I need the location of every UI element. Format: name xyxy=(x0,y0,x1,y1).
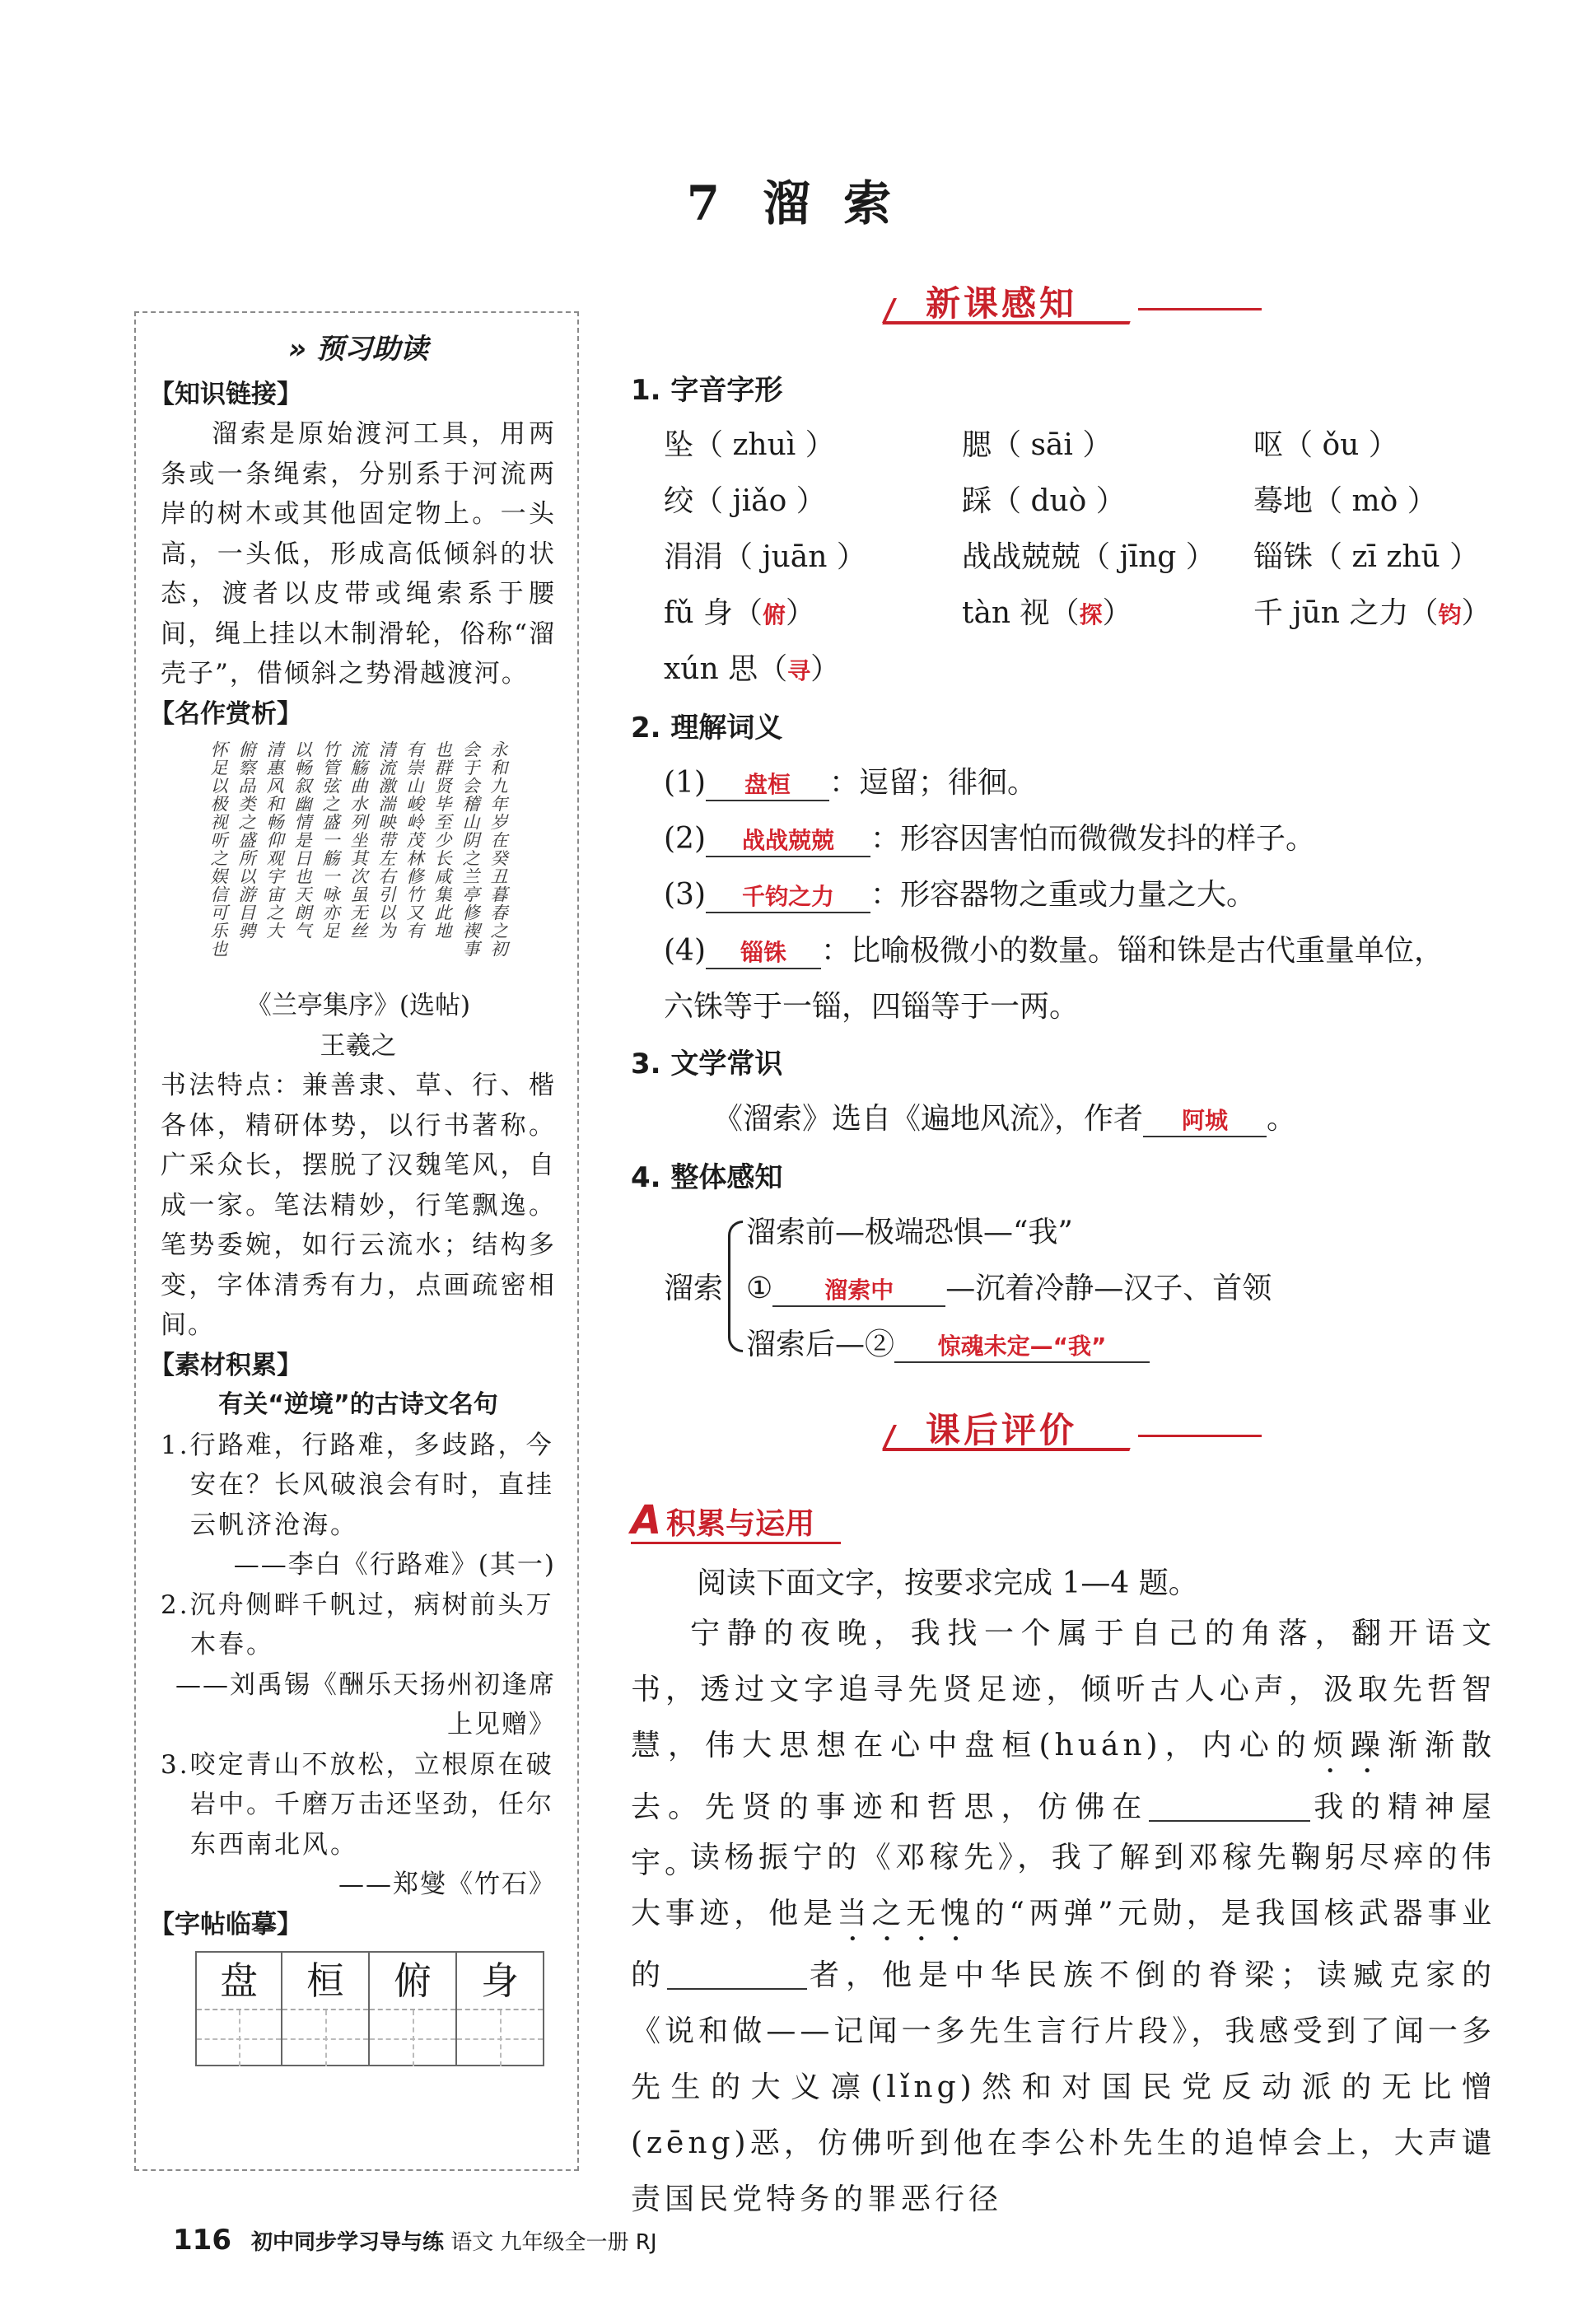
copybook-cell: 俯 xyxy=(370,1951,457,2066)
material-label: 【素材积累】 xyxy=(149,1350,302,1380)
definition-item: (1) 盘桓 ：逗留；徘徊。 xyxy=(664,766,1038,800)
answer: 俯 xyxy=(762,601,786,628)
calligraphy-column: 怀足以极视听之娱信可乐也 xyxy=(208,740,228,958)
structure-root: 溜索 xyxy=(664,1272,724,1305)
calligraphy-column: 清惠风和畅仰观宇宙之大 xyxy=(264,740,284,940)
book-subject: 语文 九年级全一册 RJ xyxy=(450,2230,657,2255)
literary-knowledge: 《溜索》选自《遍地风流》，作者 阿城 。 xyxy=(713,1102,1297,1136)
sidebar-heading: » 预习助读 xyxy=(288,333,428,366)
reading-instruction: 阅读下面文字，按要求完成 1—4 题。 xyxy=(697,1566,1198,1600)
q4-title: 4. 整体感知 xyxy=(631,1161,783,1194)
structure-line: ① 溜索中 —沉着冷静—汉子、首领 xyxy=(746,1272,1272,1305)
knowledge-text: 溜索是原始渡河工具，用两条或一条绳索，分别系于河流两岸的树木或其他固定物上。一头高，一头低，形成高低倾斜的状态，渡者以皮带或绳索系于腰间，绳上挂以木制滑轮，俗称“溜壳子”，借倾斜之势滑越渡河。 xyxy=(161,419,556,689)
definition-item: (2) 战战兢兢 ：形容因害怕而微微发抖的样子。 xyxy=(664,822,1316,856)
calligraphy-column: 也群贤毕至少长咸集此地 xyxy=(432,740,452,940)
calligraphy-sample xyxy=(161,740,556,979)
answer: 战战兢兢 xyxy=(706,823,870,857)
calligraphy-caption: 《兰亭集序》(选帖) xyxy=(245,991,471,1020)
copybook-cell: 桓 xyxy=(282,1951,370,2066)
copybook-cell: 身 xyxy=(457,1951,544,2066)
fill-char-item: tàn 视（探） xyxy=(962,596,1132,630)
poem-collection-title: 有关“逆境”的古诗文名句 xyxy=(218,1390,498,1419)
q3-title: 3. 文学常识 xyxy=(631,1048,783,1081)
answer: 寻 xyxy=(787,657,811,684)
definition-item: (4) 锱铢 ：比喻极微小的数量。锱和铢是古代重量单位， xyxy=(664,934,1444,968)
double-chevron-icon: » xyxy=(288,333,307,366)
pinyin-item: 蓦地（ mò ） xyxy=(1253,484,1437,518)
lesson-title xyxy=(0,165,1596,234)
answer: 阿城 xyxy=(1143,1103,1267,1137)
calligraphy-author: 王羲之 xyxy=(320,1030,397,1061)
answer: 探 xyxy=(1079,601,1103,628)
title-char-1: 溜 xyxy=(763,175,814,231)
poem-source: ——郑燮《竹石》 xyxy=(338,1870,556,1899)
pinyin-item: 锱铢（ zī zhū ） xyxy=(1253,540,1480,574)
poem-item: 1.行路难，行路难，多歧路，今安在？长风破浪会有时，直挂云帆济沧海。 xyxy=(161,1430,554,1540)
section-banner-after-class: 课后评价 xyxy=(883,1400,1270,1458)
calligraphy-column: 会于会稽山阴之兰亭修禊事 xyxy=(460,740,480,958)
letter-a-icon: A xyxy=(631,1497,662,1543)
structure-line: 溜索后—② 惊魂未定—“我” xyxy=(746,1321,1150,1363)
calligraphy-column: 流觞曲水列坐其次虽无丝 xyxy=(348,740,368,940)
copybook-grid xyxy=(195,1951,556,2066)
calligraphy-column: 竹管弦之盛一觞一咏亦足 xyxy=(320,740,340,940)
calligraphy-column: 清流激湍映带左右引以为 xyxy=(376,740,396,940)
poem-item: 3.咬定青山不放松，立根原在破岩中。千磨万击还坚劲，任尔东西南北风。 xyxy=(161,1749,554,1860)
calligraphy-column: 俯察品类之盛所以游目骋 xyxy=(236,740,256,940)
fill-char-item: fǔ 身（俯） xyxy=(664,596,815,630)
calligraphy-column: 有崇山峻岭茂林修竹又有 xyxy=(404,740,424,940)
fill-char-item: xún 思（寻） xyxy=(664,652,841,686)
poem-item: 2.沉舟侧畔千帆过，病树前头万木春。 xyxy=(161,1589,554,1659)
answer: 溜索中 xyxy=(772,1272,945,1307)
fill-blank xyxy=(1149,1789,1310,1822)
answer: 千钧之力 xyxy=(706,879,870,913)
pinyin-item: 呕（ ǒu ） xyxy=(1253,428,1398,462)
title-char-2: 索 xyxy=(843,175,895,231)
poem-source: ——刘禹锡《酬乐天扬州初逢席上见赠》 xyxy=(175,1669,556,1739)
definition-item: (3) 千钧之力 ：形容器物之重或力量之大。 xyxy=(664,878,1257,912)
preview-sidebar xyxy=(134,311,579,2171)
pinyin-item: 绞（ jiǎo ） xyxy=(664,484,826,518)
fill-blank xyxy=(667,1957,807,1990)
calligraphy-description: 书法特点：兼善隶、草、行、楷各体，精研体势，以行书著称。广采众长，摆脱了汉魏笔风，自成一家。笔法精妙，行笔飘逸。笔势委婉，如行云流水；结构多变，字体清秀有力，点画疏密相间。 xyxy=(161,1071,556,1340)
pinyin-item: 战战兢兢（ jīng ） xyxy=(962,540,1216,574)
calligraphy-column: 以畅叙幽情是日也天朗气 xyxy=(292,740,312,940)
reading-paragraph: 宁静的夜晚，我找一个属于自己的角落，翻开语文书，透过文字追寻先贤足迹，倾听古人心声，汲取先哲智慧，伟大思想在心中盘桓(huán)，内心的烦躁渐渐散去。先贤的事迹和哲思，仿佛在 我的精神屋宇。 xyxy=(631,1617,1496,1880)
page-number: 116 xyxy=(173,2224,231,2257)
answer: 惊魂未定—“我” xyxy=(894,1328,1150,1363)
lesson-number: 7 xyxy=(686,175,724,231)
structure-line: 溜索前—极端恐惧—“我” xyxy=(746,1216,1073,1249)
poem-source: ——李白《行路难》(其一) xyxy=(233,1550,556,1580)
reading-paragraph: 读杨振宁的《邓稼先》，我了解到邓稼先鞠躬尽瘁的伟大事迹，他是当之无愧的“两弹”元勋，是我国核武器事业的 者，他是中华民族不倒的脊梁；读臧克家的《说和做——记闻一多先生言行片段》，我感受到了闻一多先生的大义凛(lǐng)然和对国民党反动派的无比憎(zēng)恶，仿佛听到他在李公朴先生的追悼会上，大声谴责国民党特务的罪恶行径 xyxy=(631,1841,1496,2216)
pinyin-item: 腮（ sāi ） xyxy=(962,428,1113,462)
book-title: 初中同步学习导与练 xyxy=(250,2230,444,2255)
masterpiece-label: 【名作赏析】 xyxy=(149,698,302,729)
q1-title: 1. 字音字形 xyxy=(631,374,783,407)
pinyin-item: 涓涓（ juān ） xyxy=(664,540,866,574)
answer: 锱铢 xyxy=(706,935,821,969)
pinyin-item: 坠（ zhuì ） xyxy=(664,428,835,462)
fill-char-item: 千 jūn 之力（钧） xyxy=(1253,596,1491,630)
brace xyxy=(728,1221,743,1352)
emphasized-word: 当之无愧 xyxy=(837,1897,975,1930)
answer: 盘桓 xyxy=(706,767,829,801)
subsection-accumulation: A 积累与运用 xyxy=(631,1497,814,1543)
emphasized-word: 烦躁 xyxy=(1313,1729,1388,1762)
answer: 钧 xyxy=(1438,601,1462,628)
knowledge-label: 【知识链接】 xyxy=(149,379,302,409)
section-banner-new-lesson: 新课感知 xyxy=(883,273,1270,331)
q2-title: 2. 理解词义 xyxy=(631,712,783,745)
copybook-cell: 盘 xyxy=(195,1951,282,2066)
copybook-label: 【字帖临摹】 xyxy=(149,1909,302,1940)
pinyin-item: 踩（ duò ） xyxy=(962,484,1126,518)
definition-continuation: 六铢等于一锱，四锱等于一两。 xyxy=(664,990,1080,1024)
page-footer xyxy=(173,2224,657,2257)
calligraphy-column: 永和九年岁在癸丑暮春之初 xyxy=(488,740,508,958)
